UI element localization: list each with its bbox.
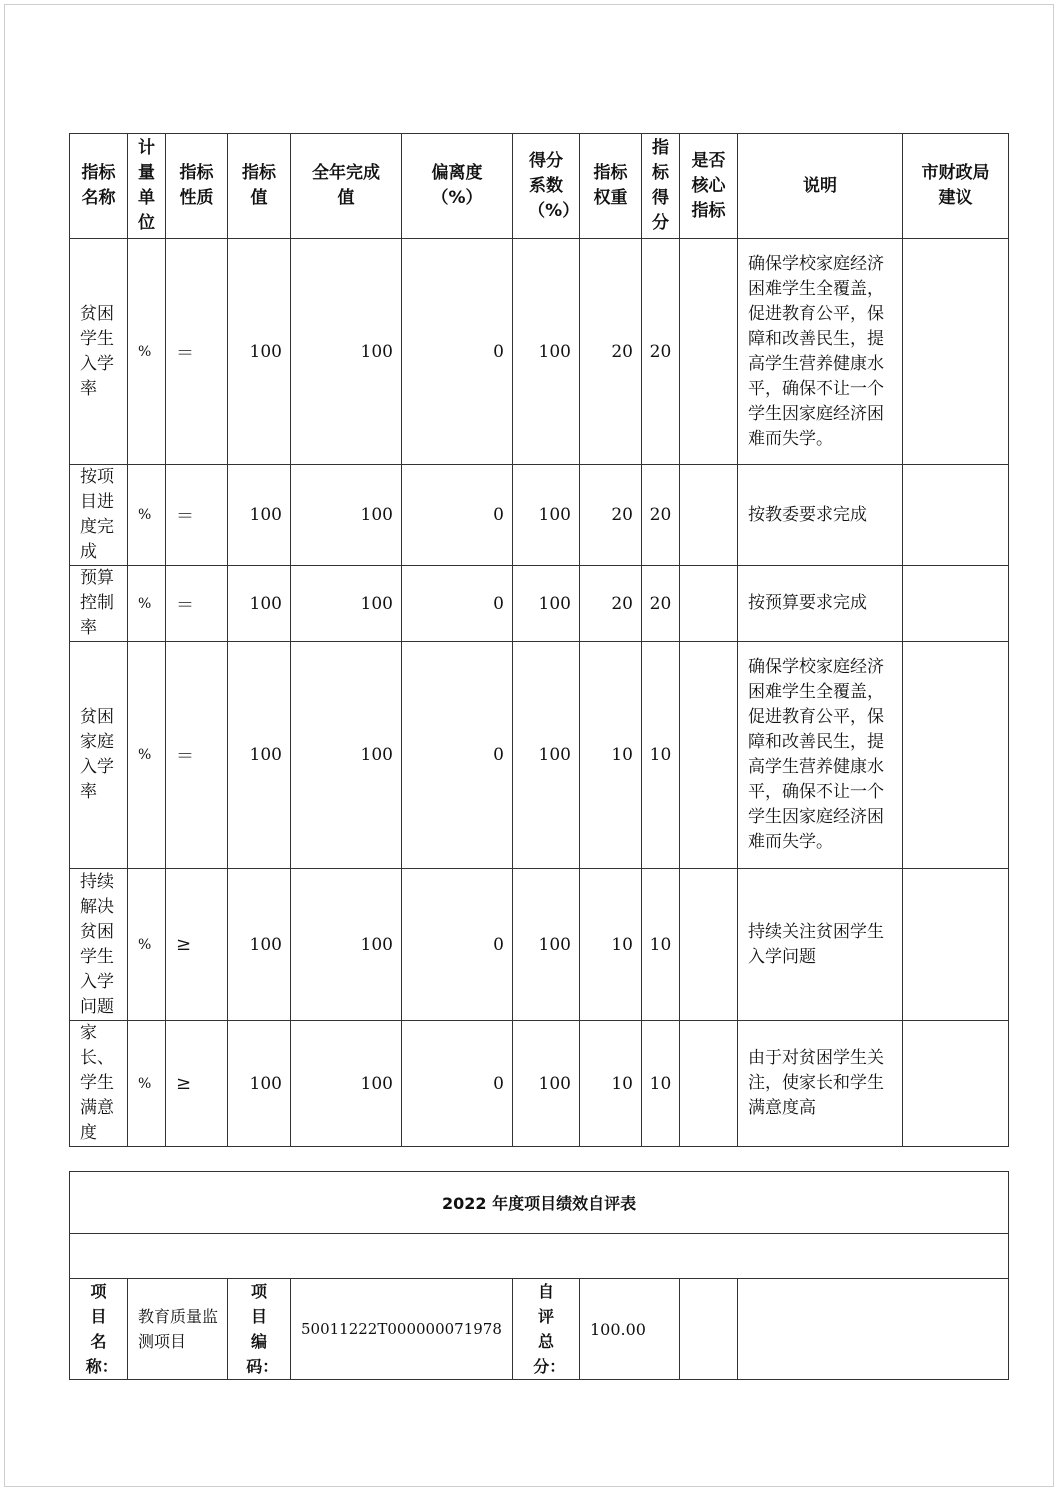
cell-value: 100 xyxy=(228,642,291,869)
cell-core xyxy=(680,642,738,869)
cell-value: 100 xyxy=(228,239,291,465)
table-row xyxy=(70,642,1009,869)
header-score: 指标得分 xyxy=(642,134,680,239)
cell-weight: 10 xyxy=(580,642,642,869)
project-name-label: 项目名称： xyxy=(70,1279,128,1380)
cell-actual: 100 xyxy=(291,1021,402,1147)
cell-advice xyxy=(903,465,1009,566)
cell-nature: ＝ xyxy=(166,566,228,642)
header-row xyxy=(70,134,1009,239)
cell-name: 持续解决贫困学生入学问题 xyxy=(70,869,128,1021)
cell-weight: 20 xyxy=(580,465,642,566)
table-row xyxy=(70,239,1009,465)
project-code-value: 50011222T000000071978 xyxy=(291,1279,513,1380)
summary-empty-cell xyxy=(738,1279,1009,1380)
cell-unit: % xyxy=(128,239,166,465)
header-advice: 市财政局建议 xyxy=(903,134,1009,239)
summary-title-row xyxy=(70,1172,1009,1234)
header-actual: 全年完成值 xyxy=(291,134,402,239)
cell-advice xyxy=(903,239,1009,465)
cell-desc: 由于对贫困学生关注，使家长和学生满意度高 xyxy=(738,1021,903,1147)
table-row xyxy=(70,869,1009,1021)
cell-deviation: 0 xyxy=(402,1021,513,1147)
table-row xyxy=(70,1021,1009,1147)
cell-unit: % xyxy=(128,566,166,642)
cell-name: 家长、学生满意度 xyxy=(70,1021,128,1147)
cell-nature: ＝ xyxy=(166,465,228,566)
cell-core xyxy=(680,465,738,566)
cell-weight: 20 xyxy=(580,566,642,642)
summary-empty-cell xyxy=(680,1279,738,1380)
cell-coef: 100 xyxy=(513,1021,580,1147)
cell-coef: 100 xyxy=(513,239,580,465)
cell-score: 10 xyxy=(642,642,680,869)
metrics-table xyxy=(69,133,1009,1147)
header-weight: 指标权重 xyxy=(580,134,642,239)
header-name: 指标名称 xyxy=(70,134,128,239)
cell-score: 10 xyxy=(642,1021,680,1147)
cell-actual: 100 xyxy=(291,465,402,566)
cell-deviation: 0 xyxy=(402,465,513,566)
header-core: 是否核心指标 xyxy=(680,134,738,239)
header-deviation: 偏离度（%） xyxy=(402,134,513,239)
summary-info-row xyxy=(70,1279,1009,1380)
cell-name: 按项目进度完成 xyxy=(70,465,128,566)
cell-advice xyxy=(903,642,1009,869)
cell-weight: 20 xyxy=(580,239,642,465)
header-desc: 说明 xyxy=(738,134,903,239)
cell-coef: 100 xyxy=(513,566,580,642)
cell-score: 20 xyxy=(642,566,680,642)
cell-unit: % xyxy=(128,1021,166,1147)
cell-name: 贫困家庭入学率 xyxy=(70,642,128,869)
cell-actual: 100 xyxy=(291,566,402,642)
cell-deviation: 0 xyxy=(402,566,513,642)
cell-deviation: 0 xyxy=(402,239,513,465)
cell-desc: 确保学校家庭经济困难学生全覆盖，促进教育公平，保障和改善民生，提高学生营养健康水平，确保不让一个学生因家庭经济困难而失学。 xyxy=(738,239,903,465)
page-title: 2022 年度项目绩效自评表 xyxy=(70,1172,1009,1234)
cell-advice xyxy=(903,566,1009,642)
cell-coef: 100 xyxy=(513,869,580,1021)
cell-name: 预算控制率 xyxy=(70,566,128,642)
cell-actual: 100 xyxy=(291,239,402,465)
header-nature: 指标性质 xyxy=(166,134,228,239)
cell-core xyxy=(680,566,738,642)
cell-value: 100 xyxy=(228,869,291,1021)
cell-score: 20 xyxy=(642,239,680,465)
cell-value: 100 xyxy=(228,465,291,566)
cell-nature: ＝ xyxy=(166,239,228,465)
cell-advice xyxy=(903,869,1009,1021)
cell-core xyxy=(680,1021,738,1147)
project-name-value: 教育质量监测项目 xyxy=(128,1279,228,1380)
summary-table xyxy=(69,1171,1009,1380)
cell-actual: 100 xyxy=(291,869,402,1021)
cell-score: 20 xyxy=(642,465,680,566)
cell-unit: % xyxy=(128,869,166,1021)
cell-coef: 100 xyxy=(513,642,580,869)
header-unit: 计量单位 xyxy=(128,134,166,239)
summary-blank-row xyxy=(70,1234,1009,1279)
cell-advice xyxy=(903,1021,1009,1147)
header-value: 指标值 xyxy=(228,134,291,239)
cell-value: 100 xyxy=(228,566,291,642)
cell-desc: 按预算要求完成 xyxy=(738,566,903,642)
blank-cell xyxy=(70,1234,1009,1279)
cell-name: 贫困学生入学率 xyxy=(70,239,128,465)
cell-core xyxy=(680,239,738,465)
table-row xyxy=(70,566,1009,642)
cell-core xyxy=(680,869,738,1021)
cell-desc: 确保学校家庭经济困难学生全覆盖，促进教育公平，保障和改善民生，提高学生营养健康水平，确保不让一个学生因家庭经济困难而失学。 xyxy=(738,642,903,869)
table-row xyxy=(70,465,1009,566)
header-coef: 得分系数（%） xyxy=(513,134,580,239)
cell-weight: 10 xyxy=(580,1021,642,1147)
cell-nature: ≥ xyxy=(166,869,228,1021)
cell-unit: % xyxy=(128,465,166,566)
project-code-label: 项目编码： xyxy=(228,1279,291,1380)
cell-nature: ＝ xyxy=(166,642,228,869)
cell-coef: 100 xyxy=(513,465,580,566)
cell-value: 100 xyxy=(228,1021,291,1147)
cell-nature: ≥ xyxy=(166,1021,228,1147)
cell-unit: % xyxy=(128,642,166,869)
cell-deviation: 0 xyxy=(402,642,513,869)
total-score-label: 自评总分： xyxy=(513,1279,580,1380)
cell-desc: 持续关注贫困学生入学问题 xyxy=(738,869,903,1021)
cell-weight: 10 xyxy=(580,869,642,1021)
cell-actual: 100 xyxy=(291,642,402,869)
cell-deviation: 0 xyxy=(402,869,513,1021)
total-score-value: 100.00 xyxy=(580,1279,680,1380)
cell-score: 10 xyxy=(642,869,680,1021)
cell-desc: 按教委要求完成 xyxy=(738,465,903,566)
